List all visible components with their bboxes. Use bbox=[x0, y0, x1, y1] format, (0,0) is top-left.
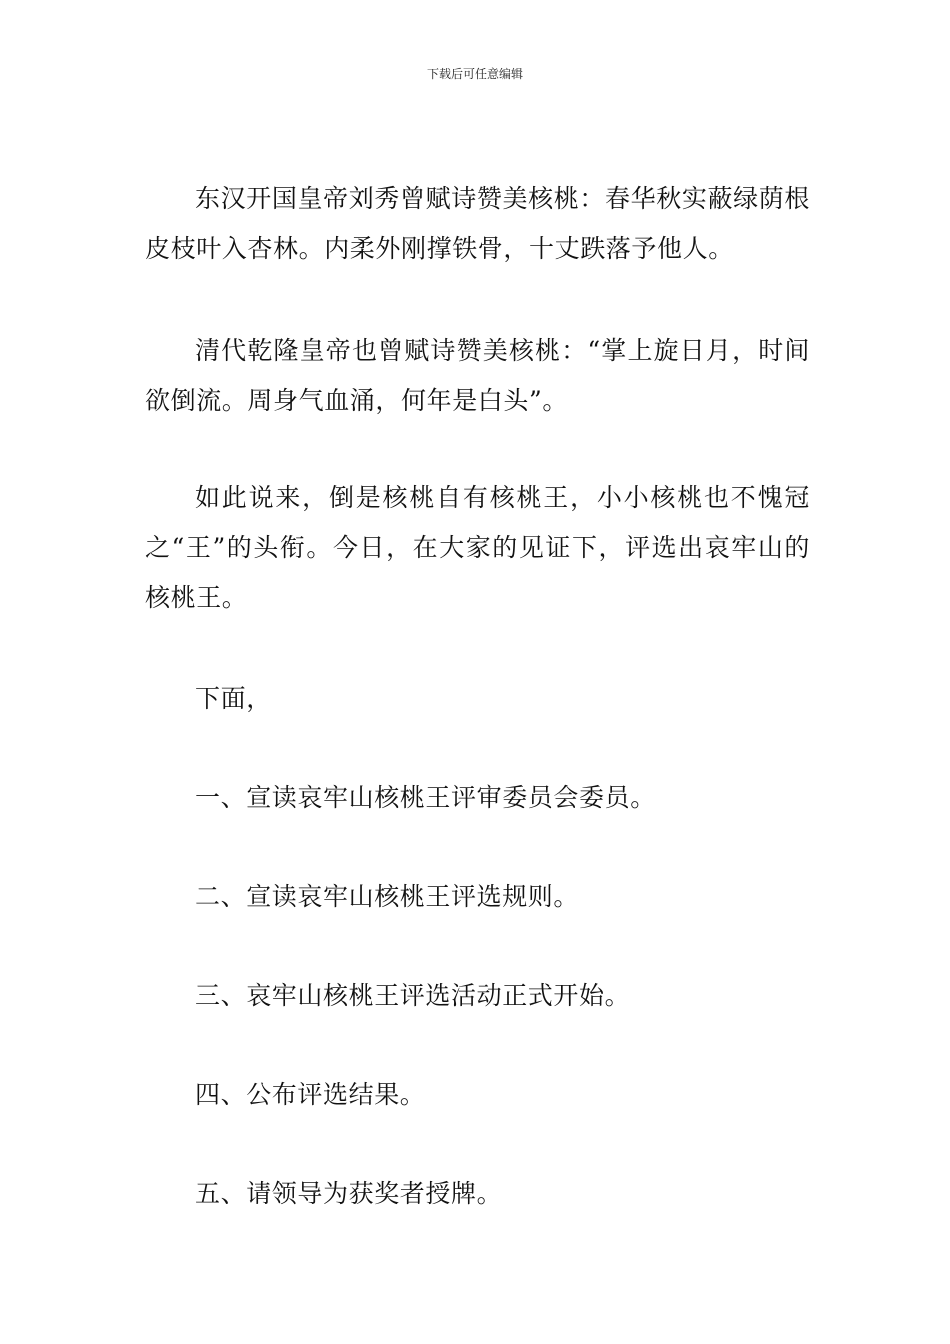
paragraph-liu-xiu-poem: 东汉开国皇帝刘秀曾赋诗赞美核桃：春华秋实蔽绿荫根皮枝叶入杏林。内柔外刚撑铁骨，十丈跌落予他人。 bbox=[145, 184, 810, 263]
paragraph-walnut-king: 如此说来，倒是核桃自有核桃王，小小核桃也不愧冠之“王”的头衔。今日，在大家的见证下，评选出哀牢山的核桃王。 bbox=[145, 483, 810, 612]
paragraph-next: 下面， bbox=[195, 684, 272, 713]
paragraph-qianlong-poem: 清代乾隆皇帝也曾赋诗赞美核桃：“掌上旋日月，时间欲倒流。周身气血涌，何年是白头”。 bbox=[145, 336, 810, 415]
agenda-item-4: 四、公布评选结果。 bbox=[195, 1080, 426, 1109]
agenda-item-1: 一、宣读哀牢山核桃王评审委员会委员。 bbox=[195, 783, 656, 812]
page-header: 下载后可任意编辑 bbox=[426, 67, 523, 81]
agenda-item-5: 五、请领导为获奖者授牌。 bbox=[195, 1179, 503, 1208]
agenda-item-2: 二、宣读哀牢山核桃王评选规则。 bbox=[195, 882, 580, 911]
agenda-item-3: 三、哀牢山核桃王评选活动正式开始。 bbox=[195, 981, 631, 1010]
